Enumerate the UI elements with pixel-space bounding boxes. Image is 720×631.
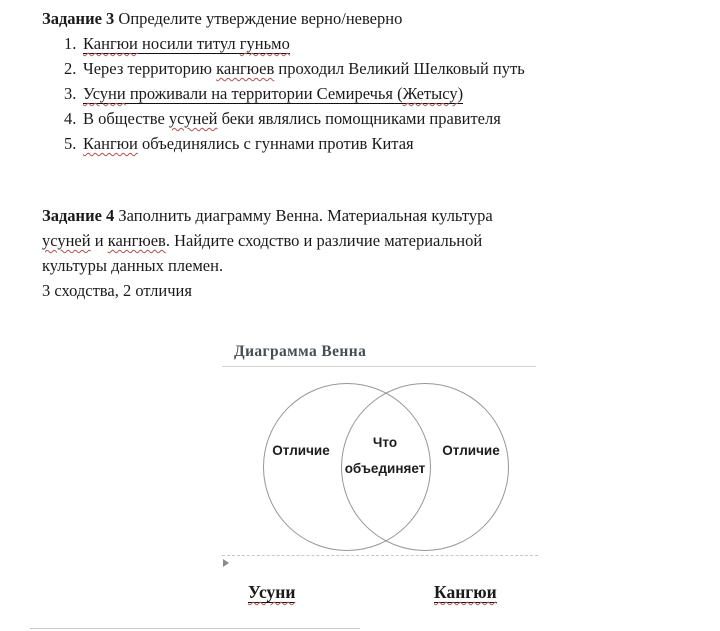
item-text: [83, 84, 463, 104]
task3-heading: [42, 6, 402, 31]
list-item: [64, 131, 414, 156]
text-segment: носили титул: [137, 34, 240, 53]
text-segment: Усуни: [83, 84, 126, 103]
text-segment: Заполнить диаграмму Венна. Материальная культура: [114, 206, 493, 225]
label-usuni-text: Усуни: [248, 582, 296, 602]
item-number: 5.: [64, 134, 77, 153]
text-segment: В обществе: [83, 109, 169, 128]
text-segment: ): [457, 84, 464, 103]
item-number: 3.: [64, 84, 77, 103]
text-segment: Через территорию: [83, 59, 217, 78]
item-number: 1.: [64, 34, 77, 53]
item-number: 4.: [64, 109, 77, 128]
venn-left-label: Отличие: [272, 443, 330, 458]
text-segment: Кангюи: [83, 34, 138, 53]
text-segment: и: [90, 231, 108, 250]
paragraph-line: [42, 228, 493, 253]
text-segment: культуры данных племен.: [42, 256, 224, 275]
text-segment: беки являлись помощниками правителя: [217, 109, 501, 128]
list-item: [64, 56, 525, 81]
item-text: [83, 109, 501, 128]
venn-title: Диаграмма Венна: [234, 343, 367, 360]
label-kangyui-text: Кангюи: [434, 582, 497, 602]
text-segment: усуней: [42, 231, 91, 250]
item-text: [83, 59, 525, 78]
text-segment: проживали на территории Семиречья (: [125, 84, 403, 103]
text-segment: . Найдите сходство и различие материальной: [165, 231, 483, 250]
venn-center-line2: объединяет: [344, 461, 426, 476]
text-segment: Задание 4: [42, 206, 115, 225]
venn-right-label: Отличие: [442, 443, 500, 458]
cropped-text-artifact: [30, 628, 360, 629]
text-segment: Определите утверждение верно/неверно: [114, 9, 403, 28]
text-segment: Задание 3: [42, 9, 115, 28]
paragraph-line: [42, 203, 493, 228]
list-item: [64, 31, 290, 56]
paragraph-line: [42, 278, 493, 303]
text-segment: кангюев: [216, 59, 275, 78]
venn-bottom-rule: [222, 555, 538, 556]
venn-diagram[interactable]: [222, 340, 538, 572]
list-item: [64, 106, 501, 131]
text-segment: объединялись с гуннами против Китая: [137, 134, 414, 153]
expand-arrow-icon[interactable]: [223, 559, 229, 567]
text-segment: кангюев: [107, 231, 166, 250]
text-segment: проходил Великий Шелковый путь: [274, 59, 525, 78]
text-segment: Жетысу: [402, 84, 458, 103]
venn-title-rule: [222, 366, 536, 367]
list-item: [64, 81, 463, 106]
venn-center-label: [335, 430, 435, 482]
text-segment: Кангюи: [83, 134, 138, 153]
label-usuni: [248, 582, 295, 603]
task4-paragraph: [42, 203, 493, 303]
item-text: [83, 34, 290, 54]
text-segment: усуней: [168, 109, 218, 128]
item-text: [83, 134, 414, 153]
text-segment: гуньмо: [239, 34, 290, 53]
venn-center-line1: Что: [372, 435, 398, 450]
item-number: 2.: [64, 59, 77, 78]
label-kangyui: [434, 582, 497, 603]
paragraph-line: [42, 253, 493, 278]
text-segment: 3 сходства, 2 отличия: [42, 281, 192, 300]
